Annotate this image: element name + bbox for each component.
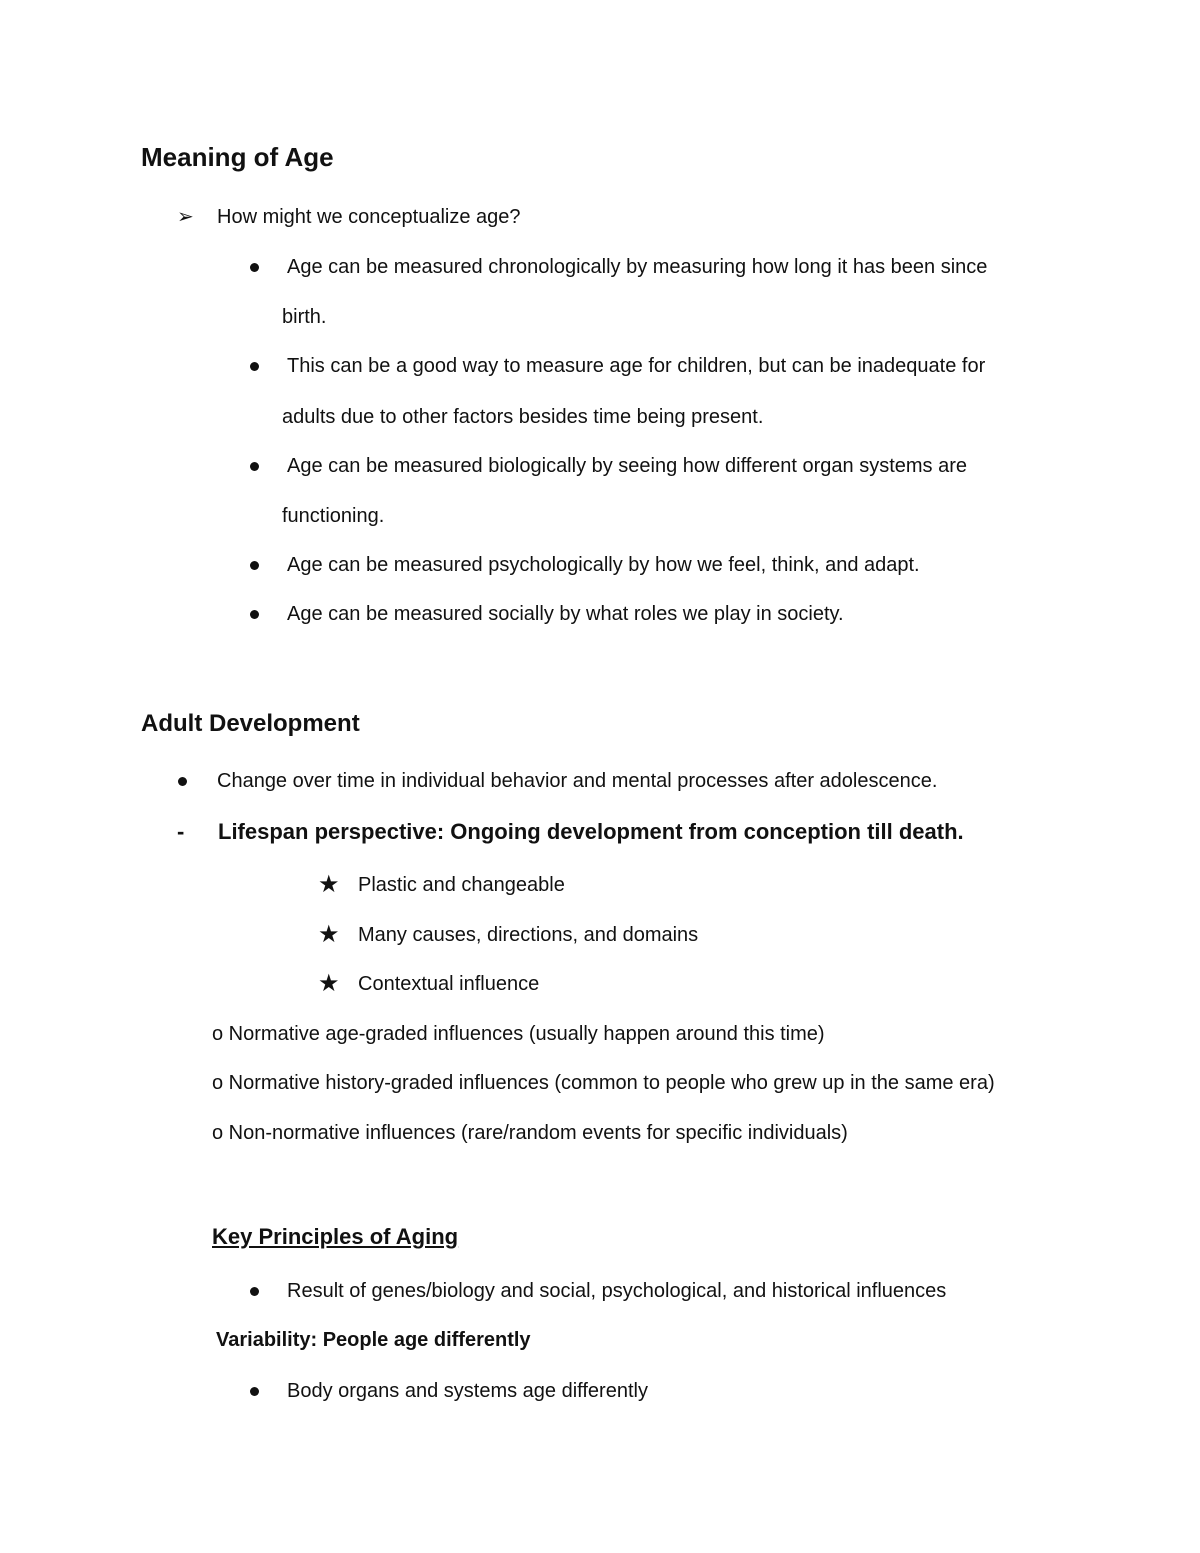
bullet-text: This can be a good way to measure age for children, but can be inadequate for	[287, 355, 986, 377]
section-title-key-principles: Key Principles of Aging	[212, 1224, 459, 1249]
bullet-icon	[250, 462, 259, 471]
section-title-meaning-of-age: Meaning of Age	[141, 142, 334, 172]
arrow-bullet-icon: ➢	[177, 206, 194, 228]
bullet-text: Age can be measured chronologically by measuring how long it has been since	[287, 256, 988, 278]
influence-item: o Non-normative influences (rare/random events for specific individuals)	[212, 1122, 848, 1144]
bullet-icon	[250, 1387, 259, 1396]
bullet-text-continued: birth.	[282, 306, 327, 328]
variability-heading: Variability: People age differently	[216, 1329, 531, 1351]
question-text: How might we conceptualize age?	[217, 206, 521, 228]
bullet-text: Age can be measured psychologically by how we feel, think, and adapt.	[287, 554, 920, 576]
star-item-text: Contextual influence	[358, 973, 540, 995]
star-item-text: Plastic and changeable	[358, 874, 565, 896]
star-item-text: Many causes, directions, and domains	[358, 924, 699, 946]
star-icon: ★	[318, 921, 340, 948]
star-icon: ★	[318, 970, 340, 997]
bullet-icon	[250, 1287, 259, 1296]
lifespan-perspective-text: Lifespan perspective: Ongoing development from conception till death.	[218, 819, 964, 844]
influence-item: o Normative age-graded influences (usually happen around this time)	[212, 1023, 825, 1045]
star-icon: ★	[318, 871, 340, 898]
bullet-text-continued: adults due to other factors besides time being present.	[282, 406, 764, 428]
bullet-icon	[250, 561, 259, 570]
bullet-text: Body organs and systems age differently	[287, 1380, 648, 1402]
influence-item: o Normative history-graded influences (common to people who grew up in the same era)	[212, 1072, 995, 1094]
definition-text: Change over time in individual behavior and mental processes after adolescence.	[217, 770, 938, 792]
section-title-adult-development: Adult Development	[141, 710, 360, 737]
bullet-text: Result of genes/biology and social, psychological, and historical influences	[287, 1280, 947, 1302]
bullet-icon	[250, 610, 259, 619]
bullet-icon	[250, 362, 259, 371]
dash-marker: -	[177, 819, 185, 844]
bullet-icon	[250, 263, 259, 272]
bullet-text: Age can be measured biologically by seeing how different organ systems are	[287, 455, 968, 477]
bullet-icon	[178, 777, 187, 786]
bullet-text: Age can be measured socially by what roles we play in society.	[287, 603, 844, 625]
bullet-text-continued: functioning.	[282, 505, 385, 527]
